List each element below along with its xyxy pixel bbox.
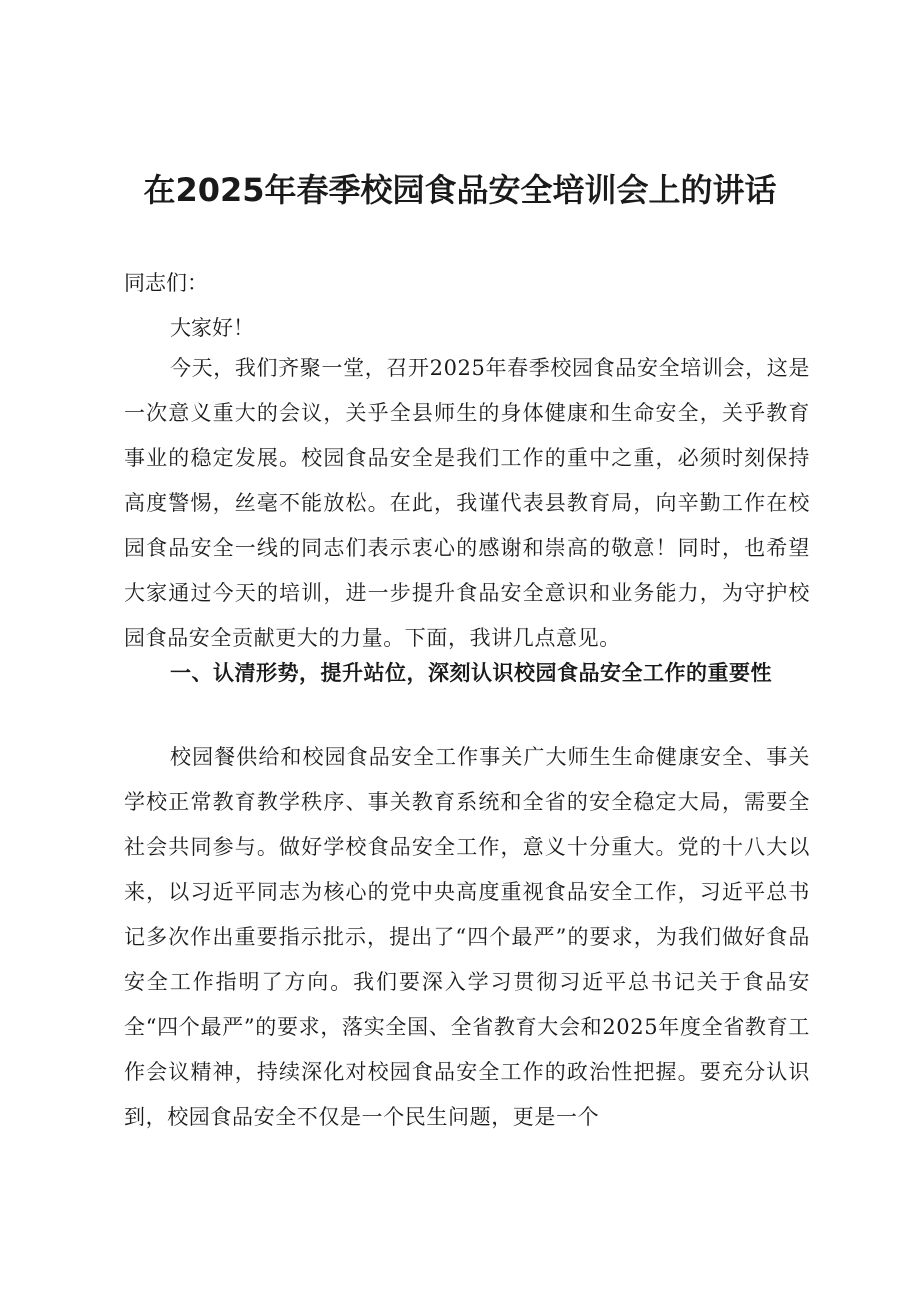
greeting: 大家好！ (170, 316, 254, 340)
paragraph-opening: 今天，我们齐聚一堂，召开2025年春季校园食品安全培训会，这是一次意义重大的会议，关乎全县师生的身体健康和生命安全，关乎教育事业的稳定发展。校园食品安全是我们工作的重中之重，必须时刻保持高度警惕，丝毫不能放松。在此，我谨代表县教育局，向辛勤工作在校园食品安全一线的同志们表示衷心的感谢和崇高的敬意！同时，也希望大家通过今天的培训，进一步提升食品安全意识和业务能力，为守护校园食品安全贡献更大的力量。下面，我讲几点意见。 (124, 356, 810, 650)
salutation: 同志们： (124, 271, 208, 295)
document-title: 在2025年春季校园食品安全培训会上的讲话 (143, 171, 777, 209)
paragraph-section-1: 校园餐供给和校园食品安全工作事关广大师生生命健康安全、事关学校正常教育教学秩序、事关教育系统和全省的安全稳定大局，需要全社会共同参与。做好学校食品安全工作，意义十分重大。党的十八大以来，以习近平同志为核心的党中央高度重视食品安全工作，习近平总书记多次作出重要指示批示，提出了“四个最严”的要求，为我们做好食品安全工作指明了方向。我们要深入学习贯彻习近平总书记关于食品安全“四个最严”的要求，落实全国、全省教育大会和2025年度全省教育工作会议精神，持续深化对校园食品安全工作的政治性把握。要充分认识到，校园食品安全不仅是一个民生问题，更是一个 (124, 745, 810, 1129)
section-heading-1: 一、认清形势，提升站位，深刻认识校园食品安全工作的重要性 (170, 660, 772, 685)
